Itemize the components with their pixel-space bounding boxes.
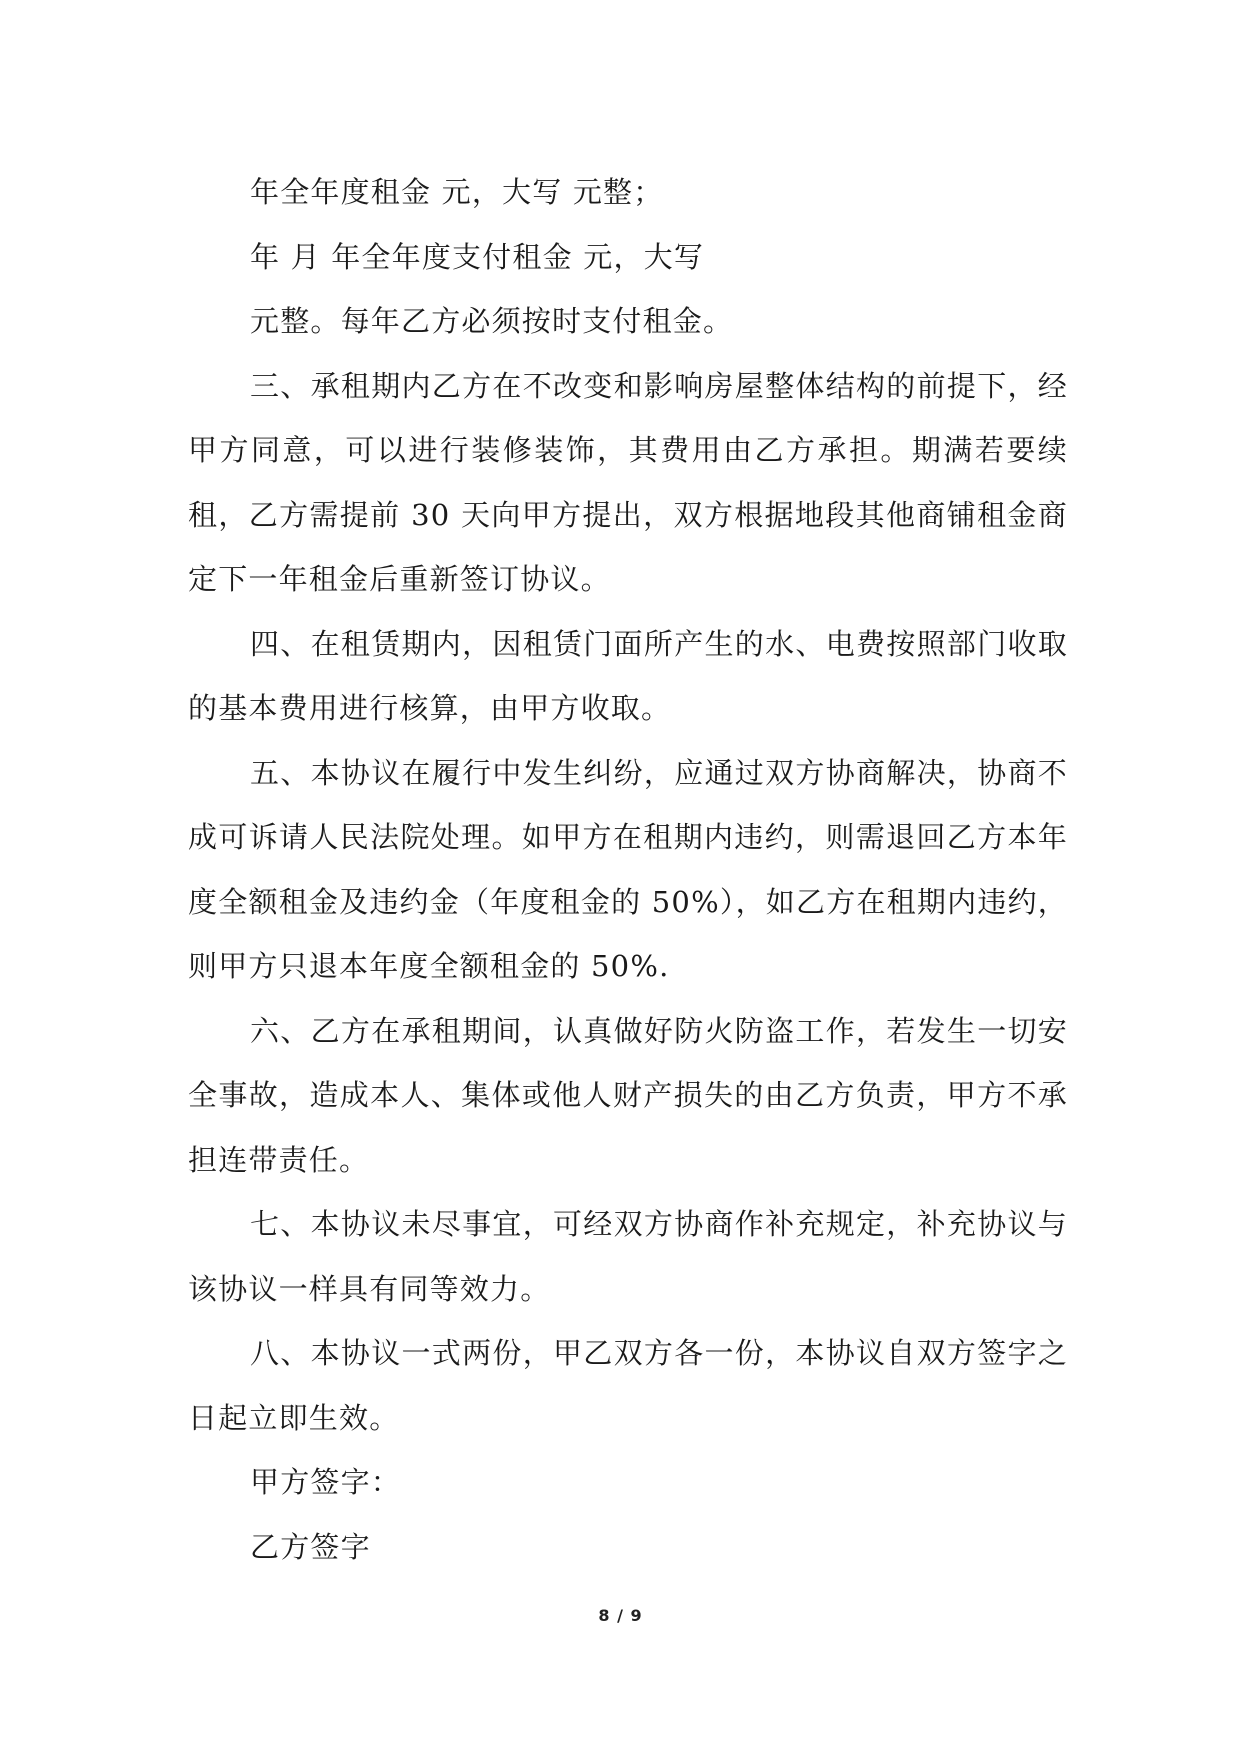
party-b-signature-label: 乙方签字 [250,1529,371,1564]
clause-8: 八、本协议一式两份，甲乙双方各一份，本协议自双方签字之日起立即生效。 [188,1336,1068,1435]
rent-payment-continued-line: 元整。每年乙方必须按时支付租金。 [250,304,734,338]
clause-6: 六、乙方在承租期间，认真做好防火防盗工作，若发生一切安全事故，造成本人、集体或他人财产损失的由乙方负责，甲方不承担连带责任。 [188,1013,1068,1177]
clause-5: 五、本协议在履行中发生纠纷，应通过双方协商解决，协商不成可诉请人民法院处理。如甲方在租期内违约，则需退回乙方本年度全额租金及违约金（年度租金的 50%），如乙方在租期内违约，则甲方只退本年度全额租金的 50%. [188,755,1068,983]
page-number: 8 / 9 [598,1606,643,1625]
document-body [188,160,1068,1579]
clause-4: 四、在租赁期内，因租赁门面所产生的水、电费按照部门收取的基本费用进行核算，由甲方收取。 [188,626,1068,725]
rent-annual-line: 年全年度租金 元，大写 元整； [250,175,664,209]
clause-7: 七、本协议未尽事宜，可经双方协商作补充规定，补充协议与该协议一样具有同等效力。 [188,1207,1068,1306]
clause-3: 三、承租期内乙方在不改变和影响房屋整体结构的前提下，经甲方同意，可以进行装修装饰，其费用由乙方承担。期满若要续租，乙方需提前 30 天向甲方提出，双方根据地段其他商铺租金商定下一年租金后重新签订协议。 [188,368,1068,596]
party-a-signature-label: 甲方签字： [250,1465,402,1499]
rent-payment-line: 年 月 年全年度支付租金 元，大写 [250,239,705,274]
